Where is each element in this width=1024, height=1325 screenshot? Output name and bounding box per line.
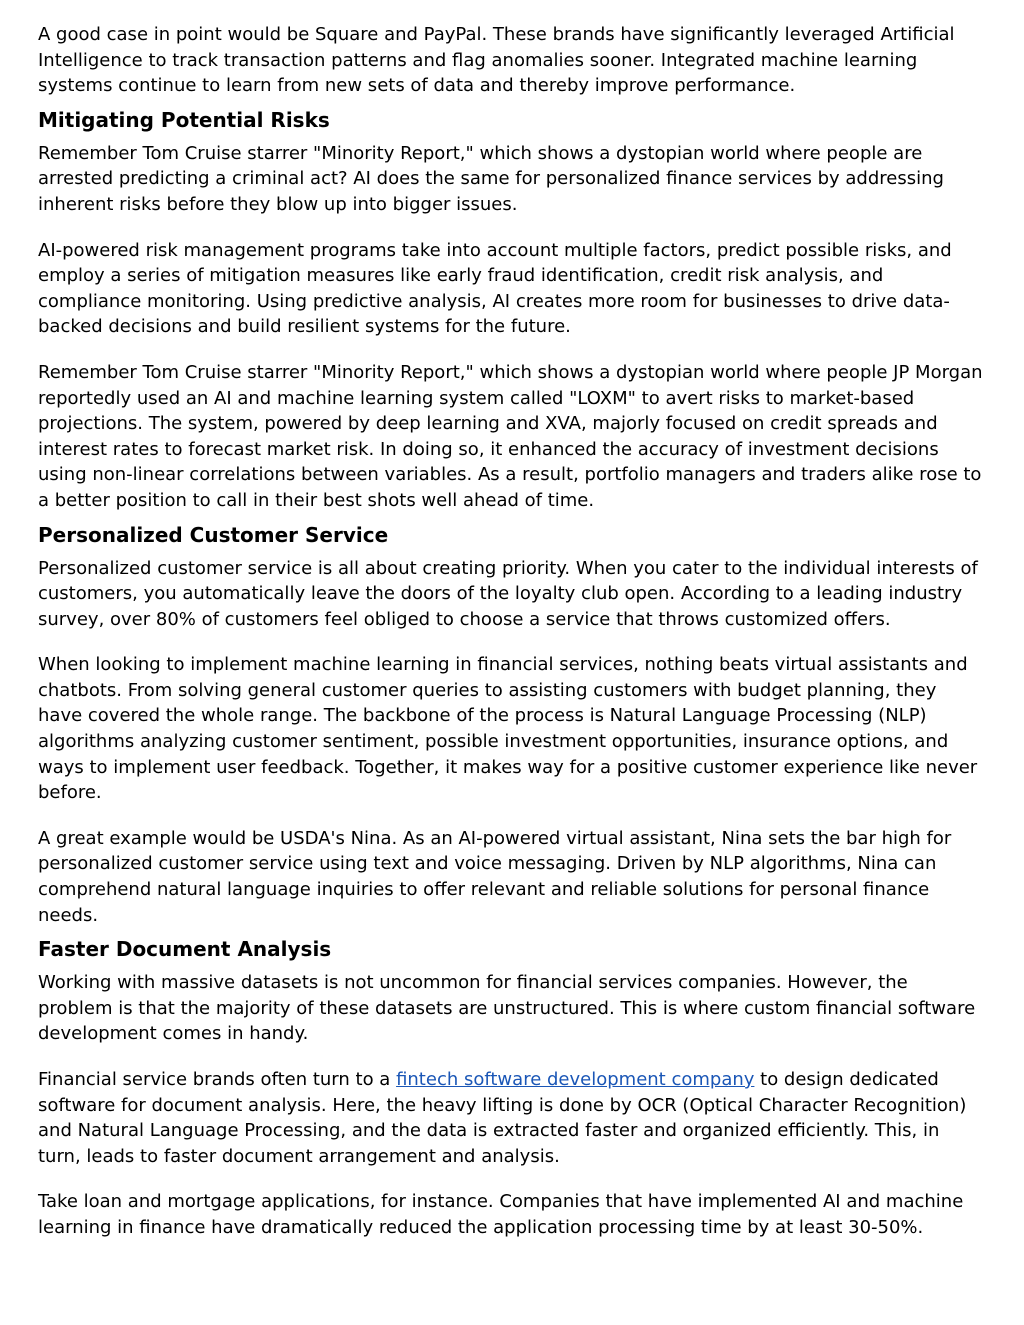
risks-paragraph-2: AI-powered risk management programs take into account multiple factors, predict possible risks, and employ a series of mitigation measures like early fraud identification, credit risk analysis, and compliance monitoring. Using predictive analysis, AI creates more room for businesses to drive data-backed decisions and build resilient systems for the future.: [38, 239, 952, 338]
service-paragraph-3: A great example would be USDA's Nina. As an AI-powered virtual assistant, Nina sets the bar high for personalized customer service using text and voice messaging. Driven by NLP algorithms, Nina can comprehend natural language inquiries to offer relevant and reliable solutions for personal finance needs.: [38, 827, 952, 926]
documents-paragraph-2-tail: to design dedicated software for document analysis. Here, the heavy lifting is done by OCR (Optical Character Recognition) and Natural Language Processing, and the data is extracted faster and organized efficiently. This, in turn, leads to faster document arrangement and analysis.: [38, 1069, 967, 1167]
section-heading-service: Personalized Customer Service: [38, 522, 389, 547]
intro-paragraph: A good case in point would be Square and PayPal. These brands have significantly leveraged Artificial Intelligence to track transaction patterns and flag anomalies sooner. Integrated machine learning systems continue to learn from new sets of data and thereby improve performance.: [38, 24, 955, 97]
risks-paragraph-3: Remember Tom Cruise starrer "Minority Report," which shows a dystopian world where people JP Morgan reportedly used an AI and machine learning system called "LOXM" to avert risks to market-based projections. The system, powered by deep learning and XVA, majorly focused on credit spreads and interest rates to forecast market risk. In doing so, it enhanced the accuracy of investment decisions using non-linear correlations between variables. As a result, portfolio managers and traders alike rose to a better position to call in their best shots well ahead of time.: [38, 361, 983, 511]
documents-paragraph-3: Take loan and mortgage applications, for instance. Companies that have implemented AI and machine learning in finance have dramatically reduced the application processing time by at least 30-50%.: [38, 1191, 964, 1238]
documents-paragraph-2: [38, 1067, 986, 1169]
section-heading-risks: Mitigating Potential Risks: [38, 107, 330, 132]
service-paragraph-1: Personalized customer service is all about creating priority. When you cater to the individual interests of customers, you automatically leave the doors of the loyalty club open. According to a leading industry survey, over 80% of customers feel obliged to choose a service that throws customized offers.: [38, 557, 978, 630]
documents-paragraph-1: Working with massive datasets is not uncommon for financial services companies. However, the problem is that the majority of these datasets are unstructured. This is where custom financial software development comes in handy.: [38, 972, 976, 1045]
documents-paragraph-2-lead: Financial service brands often turn to a: [38, 1069, 397, 1090]
risks-paragraph-1: Remember Tom Cruise starrer "Minority Report," which shows a dystopian world where people are arrested predicting a criminal act? AI does the same for personalized finance services by addressing inherent risks before they blow up into bigger issues.: [38, 142, 944, 215]
section-heading-documents: Faster Document Analysis: [38, 937, 332, 962]
fintech-software-link[interactable]: fintech software development company: [396, 1069, 755, 1090]
service-paragraph-2: When looking to implement machine learning in financial services, nothing beats virtual assistants and chatbots. From solving general customer queries to assisting customers with budget planning, they have covered the whole range. The backbone of the process is Natural Language Processing (NLP) algorithms analyzing customer sentiment, possible investment opportunities, insurance options, and ways to implement user feedback. Together, it makes way for a positive customer experience like never before.: [38, 654, 978, 804]
